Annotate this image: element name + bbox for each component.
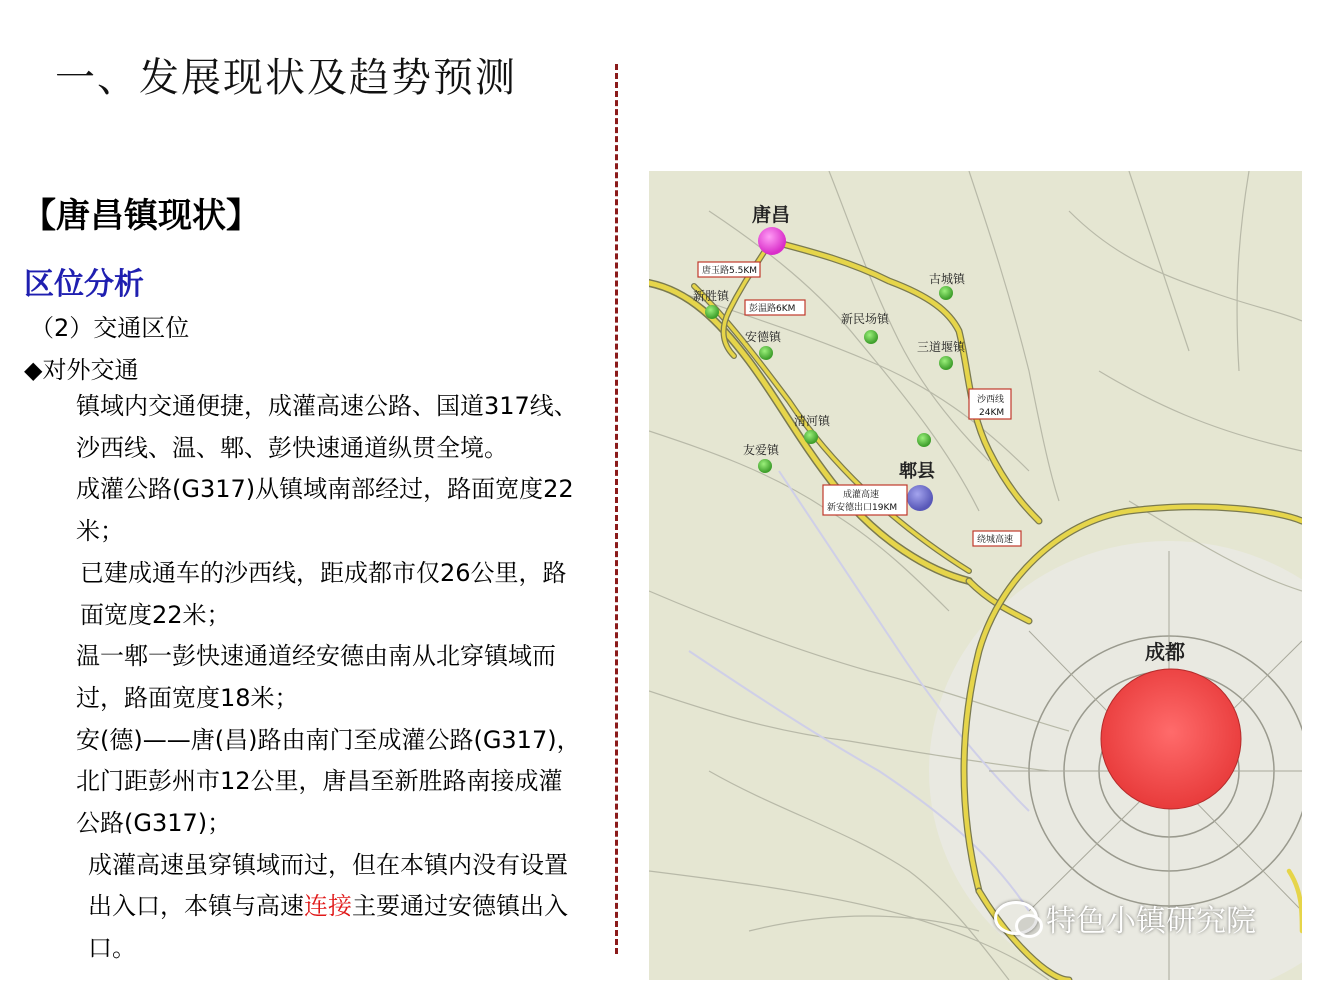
paragraph-5: 安(德)——唐(昌)路由南门至成灌公路(G317)，北门距彭州市12公里，唐昌至新胜路南接成灌公路(G317)； — [76, 725, 581, 838]
youai-marker — [758, 459, 772, 473]
location-map — [649, 171, 1302, 980]
qinghe-marker — [804, 430, 818, 444]
xinsheng-marker — [705, 305, 719, 319]
paragraph-6-text: 成灌高速虽穿镇域而过，但在本镇内没有设置出入口，本镇与高速 — [88, 850, 568, 921]
vertical-divider — [615, 64, 618, 954]
gucheng-marker — [939, 286, 953, 300]
page-title: 一、发展现状及趋势预测 — [55, 55, 517, 101]
label-ande: 安德镇 — [745, 330, 782, 344]
paragraph-6 — [24, 845, 584, 970]
watermark — [994, 896, 1256, 940]
body-text — [24, 386, 584, 970]
subheading: 区位分析 — [24, 267, 144, 302]
sandaoyan-marker — [939, 356, 953, 370]
paragraph-1: 镇域内交通便捷，成灌高速公路、国道317线、沙西线、温、郫、彭快速通道纵贯全境。 — [76, 392, 578, 462]
subsection-heading: （2）交通区位 — [30, 314, 190, 342]
label-chengguan-exit: 新安德出口19KM — [827, 503, 898, 513]
tangchang-marker — [758, 227, 786, 255]
section-title: 【唐昌镇现状】 — [22, 196, 260, 236]
label-youai: 友爱镇 — [743, 443, 780, 457]
wechat-icon — [994, 901, 1038, 935]
label-raocheng-highway: 绕城高速 — [977, 535, 1014, 545]
xinminchang-marker — [864, 330, 878, 344]
label-xinsheng: 新胜镇 — [693, 289, 730, 303]
highlight-link-text: 连接 — [304, 892, 352, 921]
label-tangchang: 唐昌 — [752, 204, 791, 226]
unnamed-town-marker — [917, 433, 931, 447]
label-pengwen-road: 彭温路6KM — [749, 304, 796, 314]
watermark-text: 特色小镇研究院 — [1046, 904, 1256, 939]
paragraph-3: 已建成通车的沙西线，距成都市仅26公里，路面宽度22米； — [80, 558, 567, 629]
ande-marker — [759, 346, 773, 360]
label-shaxi-line: 沙西线 — [977, 395, 1005, 405]
chengdu-marker — [1101, 669, 1241, 809]
label-xinminchang: 新民场镇 — [841, 312, 890, 326]
label-chengguan-highway: 成灌高速 — [843, 490, 880, 500]
label-qinghe: 清河镇 — [794, 414, 831, 428]
paragraph-2: 成灌公路(G317)从镇域南部经过，路面宽度22米； — [76, 475, 574, 546]
label-gucheng: 古城镇 — [929, 272, 966, 286]
label-sandaoyan: 三道堰镇 — [917, 340, 966, 354]
label-shaxi-distance: 24KM — [979, 408, 1005, 418]
paragraph-6-tail: 主要通过安德镇出入口。 — [88, 892, 568, 963]
bullet-heading: ◆对外交通 — [24, 356, 139, 384]
label-chengdu: 成都 — [1145, 640, 1185, 664]
pixian-marker — [907, 485, 933, 511]
label-pixian: 郫县 — [899, 461, 935, 482]
label-tangyu-road: 唐玉路5.5KM — [702, 266, 757, 276]
paragraph-4: 温一郫一彭快速通道经安德由南从北穿镇域而过，路面宽度18米； — [76, 642, 556, 712]
